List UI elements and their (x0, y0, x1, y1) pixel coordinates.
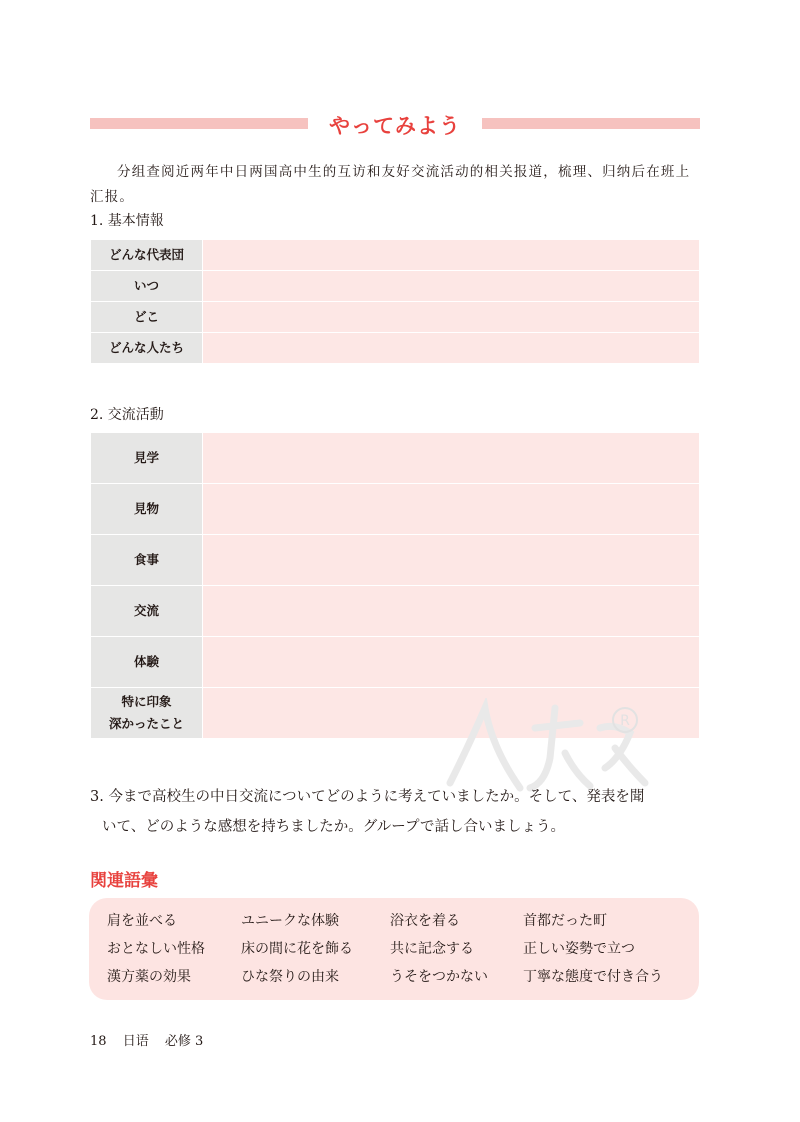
row-label: 交流 (91, 586, 203, 637)
answer-cell[interactable] (203, 688, 700, 739)
book-title: 日语 (122, 1034, 149, 1049)
table-row (91, 271, 700, 302)
page-footer (90, 1030, 215, 1049)
row-label: 見物 (91, 484, 203, 535)
heading-row (90, 110, 700, 140)
vocab-item: 浴衣を着る (390, 913, 460, 929)
row-label-line1: 特に印象 (121, 694, 172, 709)
answer-cell[interactable] (203, 271, 700, 302)
table-row (91, 586, 700, 637)
table-row (91, 240, 700, 271)
answer-cell[interactable] (203, 484, 700, 535)
vocab-item: ひな祭りの由来 (241, 969, 339, 985)
table-row (91, 484, 700, 535)
question-3-line2: いて、どのような感想を持ちましたか。グループで話し合いましょう。 (102, 819, 565, 835)
vocab-item: 肩を並べる (107, 913, 177, 929)
row-label: 食事 (91, 535, 203, 586)
intro-text: 分组查阅近两年中日两国高中生的互访和友好交流活动的相关报道，梳理、归纳后在班上汇报。 (90, 164, 691, 205)
row-label: どんな代表団 (91, 240, 203, 271)
answer-cell[interactable] (203, 535, 700, 586)
vocab-title: 関連語彙 (90, 871, 158, 891)
heading-bar-left (90, 118, 308, 129)
heading-bar-right (482, 118, 700, 129)
vocab-item: ユニークな体験 (241, 913, 339, 929)
row-label: どんな人たち (91, 333, 203, 364)
vocab-item: 床の間に花を飾る (241, 941, 353, 957)
vocab-item: 丁寧な態度で付き合う (523, 969, 663, 985)
table-row (91, 333, 700, 364)
vocab-item: うそをつかない (390, 969, 488, 985)
row-label: いつ (91, 271, 203, 302)
vocab-item: 共に記念する (390, 941, 474, 957)
table-row (91, 535, 700, 586)
svg-text:R: R (620, 713, 630, 729)
page-number: 18 (90, 1034, 107, 1049)
row-label-line2: 深かったこと (108, 716, 184, 731)
answer-cell[interactable] (203, 240, 700, 271)
vocab-item: 漢方薬の効果 (107, 969, 191, 985)
answer-cell[interactable] (203, 433, 700, 484)
question-3-line1: 3. 今まで高校生の中日交流についてどのように考えていましたか。そして、発表を聞 (90, 789, 645, 805)
question-3 (90, 782, 705, 842)
row-label: 体験 (91, 637, 203, 688)
vocab-item: おとなしい性格 (107, 941, 205, 957)
table-row (91, 433, 700, 484)
answer-cell[interactable] (203, 637, 700, 688)
vocab-item: 正しい姿勢で立つ (523, 941, 635, 957)
vocab-item: 首都だった町 (523, 913, 607, 929)
row-label: どこ (91, 302, 203, 333)
page-heading: やってみよう (329, 114, 461, 138)
answer-cell[interactable] (203, 586, 700, 637)
section2-label: 2. 交流活動 (90, 407, 164, 423)
table-row (91, 688, 700, 739)
exchange-activity-table (90, 432, 700, 739)
table-row (91, 302, 700, 333)
table-row (91, 637, 700, 688)
basic-info-table (90, 239, 700, 364)
book-volume: 必修 3 (164, 1034, 204, 1049)
row-label: 見学 (91, 433, 203, 484)
section1-label: 1. 基本情報 (90, 213, 164, 229)
row-label (91, 688, 203, 739)
answer-cell[interactable] (203, 302, 700, 333)
vocab-box (89, 898, 699, 1000)
answer-cell[interactable] (203, 333, 700, 364)
